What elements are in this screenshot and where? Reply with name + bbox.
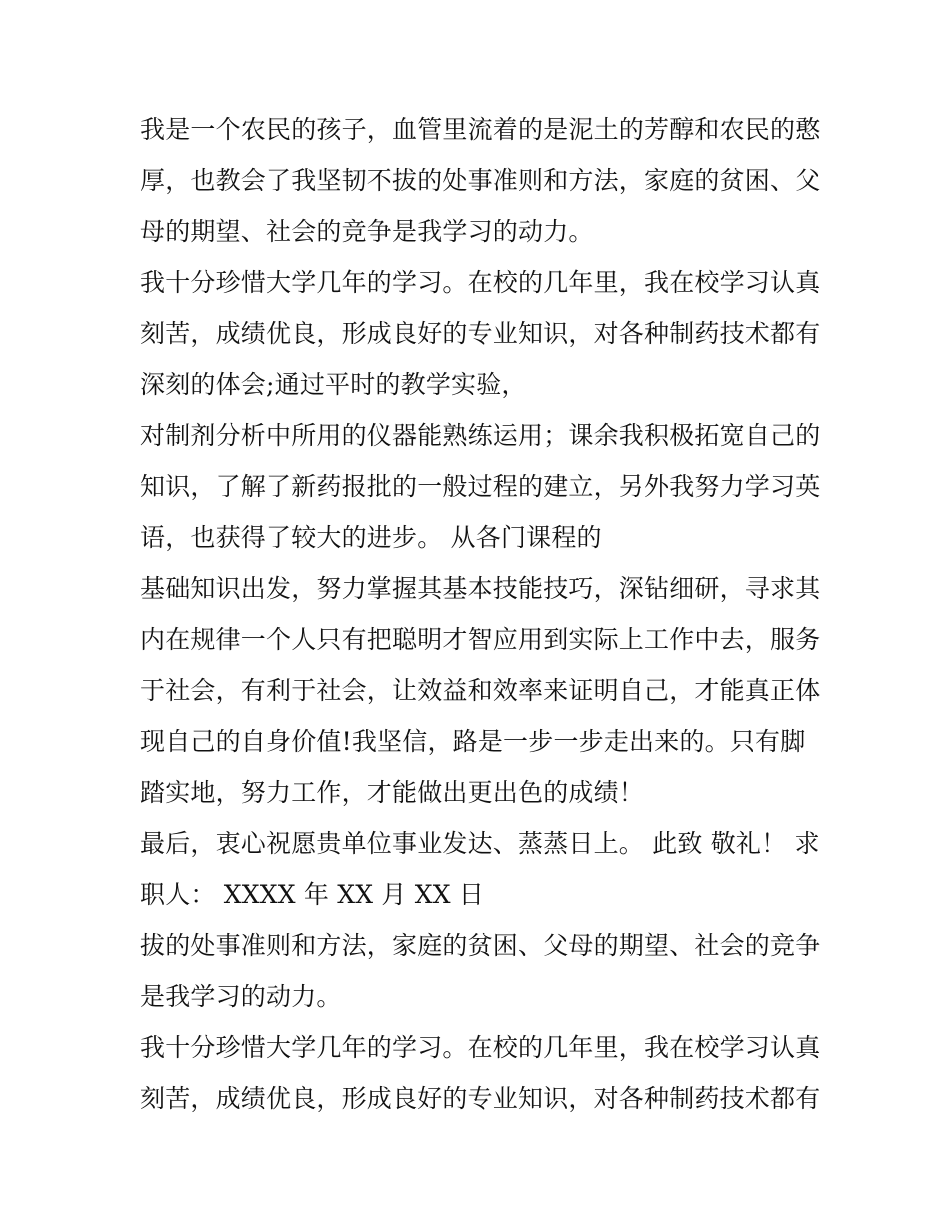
text-line: 职人： XXXX 年 XX 月 XX 日 [140,880,485,909]
text-line: 最后，衷心祝愿贵单位事业发达、蒸蒸日上。 此致 敬礼！ 求 [140,829,820,858]
text-line: 拔的处事准则和方法，家庭的贫困、父母的期望、社会的竞争 [140,931,821,960]
text-line: 厚，也教会了我坚韧不拔的处事准则和方法，家庭的贫困、父 [140,166,821,195]
text-line: 踏实地，努力工作，才能做出更出色的成绩！ [140,778,645,807]
document-body [140,104,820,1124]
text-line: 内在规律一个人只有把聪明才智应用到实际上工作中去，服务 [140,625,821,654]
text-line: 是我学习的动力。 [140,982,342,1011]
text-line: 刻苦，成绩优良，形成良好的专业知识，对各种制药技术都有 [140,1084,821,1113]
text-line: 现自己的自身价值!我坚信，路是一步一步走出来的。只有脚 [140,727,806,756]
text-line: 刻苦，成绩优良，形成良好的专业知识，对各种制药技术都有 [140,319,821,348]
text-line: 我是一个农民的孩子，血管里流着的是泥土的芳醇和农民的憨 [140,115,821,144]
text-line: 对制剂分析中所用的仪器能熟练运用；课余我积极拓宽自己的 [140,421,821,450]
text-line: 语，也获得了较大的进步。 从各门课程的 [140,523,602,552]
text-line: 我十分珍惜大学几年的学习。在校的几年里，我在校学习认真 [140,1033,821,1062]
text-line: 深刻的体会;通过平时的教学实验， [140,370,527,399]
text-line: 基础知识出发，努力掌握其基本技能技巧，深钻细研，寻求其 [140,574,821,603]
text-line: 母的期望、社会的竞争是我学习的动力。 [140,217,594,246]
text-line: 知识，了解了新药报批的一般过程的建立，另外我努力学习英 [140,472,821,501]
text-line: 我十分珍惜大学几年的学习。在校的几年里，我在校学习认真 [140,268,821,297]
text-line: 于社会，有利于社会，让效益和效率来证明自己，才能真正体 [140,676,821,705]
